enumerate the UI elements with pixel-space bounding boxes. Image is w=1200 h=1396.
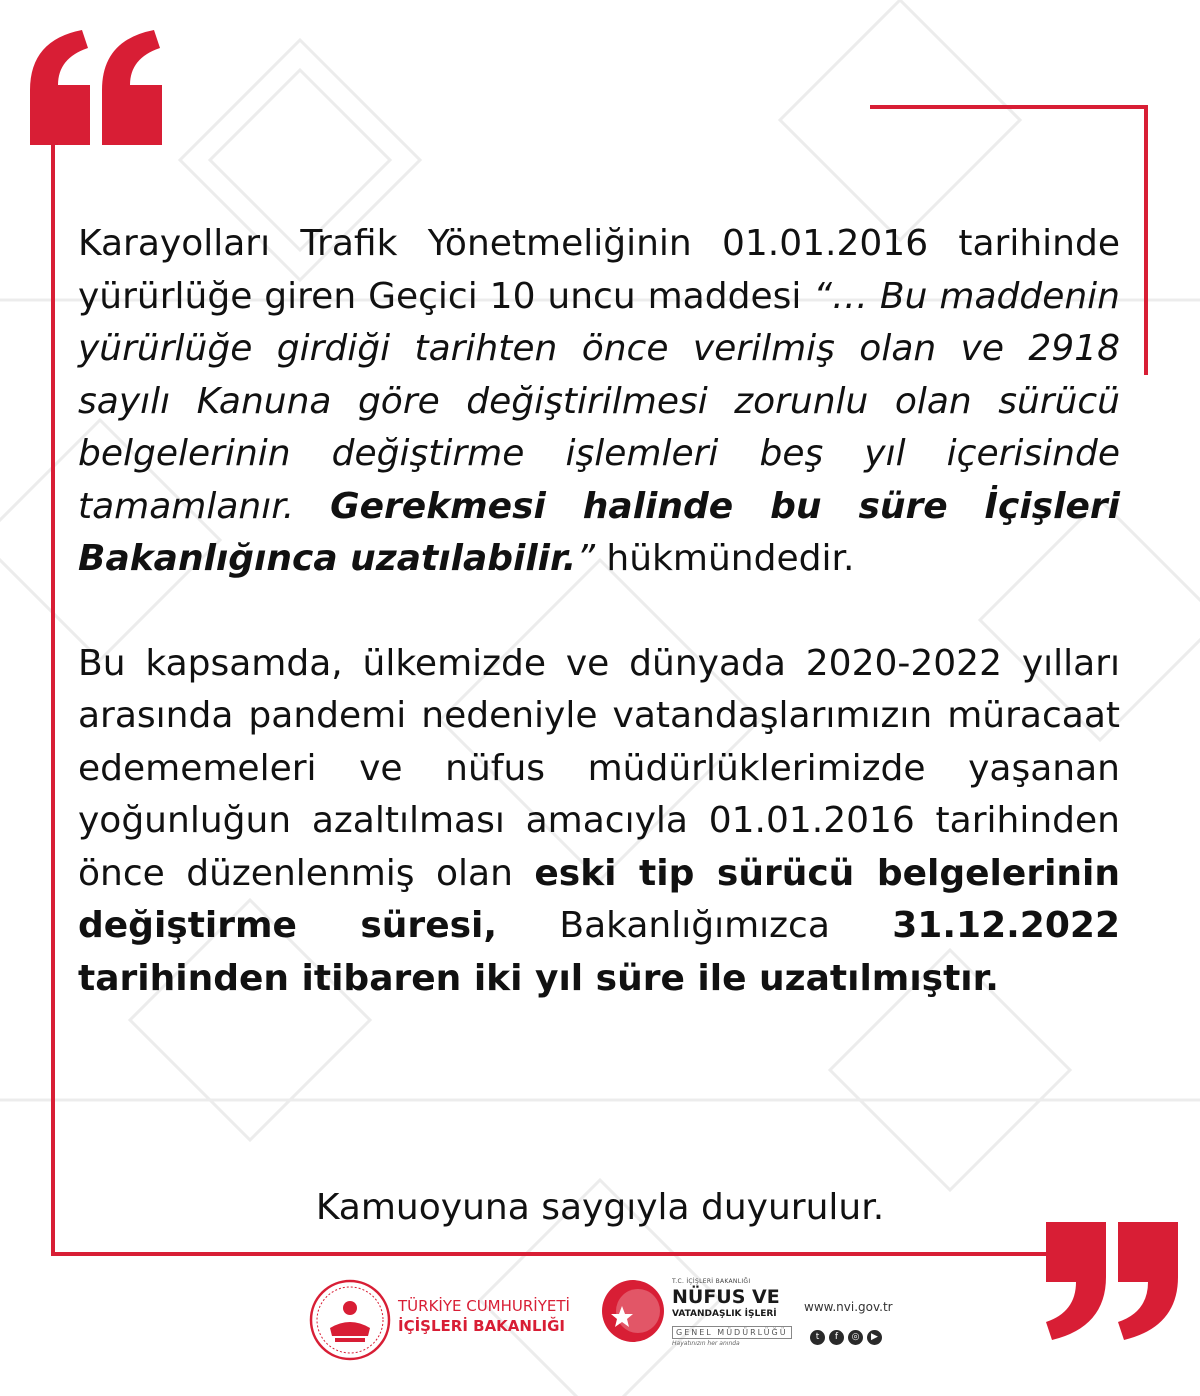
p2-bold-license: eski tip sürücü belgelerinin değiştirme süresi, [78,852,1121,946]
ministry-name [398,1296,570,1336]
nvi-emblem-icon [600,1278,666,1344]
closing-quote-icon [1040,1222,1180,1340]
p2-bold-date: 31.12.2022 tarihinden itibaren iki yıl süre ile uzatılmıştır. [78,905,1120,999]
nvi-mid-line: VATANDAŞLIK İŞLERİ [672,1309,777,1319]
youtube-icon[interactable]: ▶ [867,1330,882,1345]
website-link[interactable]: www.nvi.gov.tr [804,1300,893,1314]
facebook-icon[interactable]: f [829,1330,844,1345]
nvi-slogan: Hayatınızın her anında [672,1340,740,1347]
p2-text-ministry: Bakanlığımızca [497,905,893,946]
nvi-small-line: T.C. İÇİŞLERİ BAKANLIĞI [672,1278,751,1285]
nvi-general-directorate: GENEL MÜDÜRLÜĞÜ [672,1326,792,1339]
p1-quote-italic: “… Bu maddenin yürürlüğe girdiği tarihten önce verilmiş olan ve 2918 sayılı Kanuna göre değiştirilmesi zorunlu olan sürücü belgelerinin değiştirme işlemleri beş yıl içerisinde tamamlanır. [78,275,1120,527]
paragraph-1 [78,218,1120,586]
p2-text: Bu kapsamda, ülkemizde ve dünyada 2020-2022 yılları arasında pandemi nedeniyle vatandaşlarımızın müracaat edememeleri ve nüfus müdürlüklerimizde yaşanan yoğunluğun azaltılması amacıyla 01.01.2016 tarihinden önce düzenlenmiş olan [78,642,1120,894]
nvi-big-line: NÜFUS VE [672,1286,780,1308]
instagram-icon[interactable]: ◎ [848,1330,863,1345]
frame-line-right [1144,105,1148,375]
p1-ending: hükmündedir. [594,538,855,579]
nvi-name [672,1278,804,1348]
frame-line-top [870,105,1148,109]
ministry-line-1: TÜRKİYE CUMHURİYETİ [398,1297,570,1315]
twitter-icon[interactable]: t [810,1330,825,1345]
closing-line: Kamuoyuna saygıyla duyurulur. [315,1187,885,1228]
frame-line-left [51,125,55,1255]
p1-quote-end: ” [576,538,595,579]
paragraph-2 [78,638,1120,1006]
social-icons [810,1330,882,1345]
p1-text: Karayolları Trafik Yönetmeliğinin 01.01.2016 tarihinde yürürlüğe giren Geçici 10 uncu maddesi [78,223,1120,317]
announcement-body [78,218,1120,1005]
opening-quote-icon [30,30,165,145]
ministry-emblem-icon [308,1278,392,1362]
p1-quote-bold: Gerekmesi halinde bu süre İçişleri Bakanlığınca uzatılabilir. [78,485,1121,579]
frame-line-bottom [51,1252,1051,1256]
ministry-line-2: İÇİŞLERİ BAKANLIĞI [398,1317,565,1335]
